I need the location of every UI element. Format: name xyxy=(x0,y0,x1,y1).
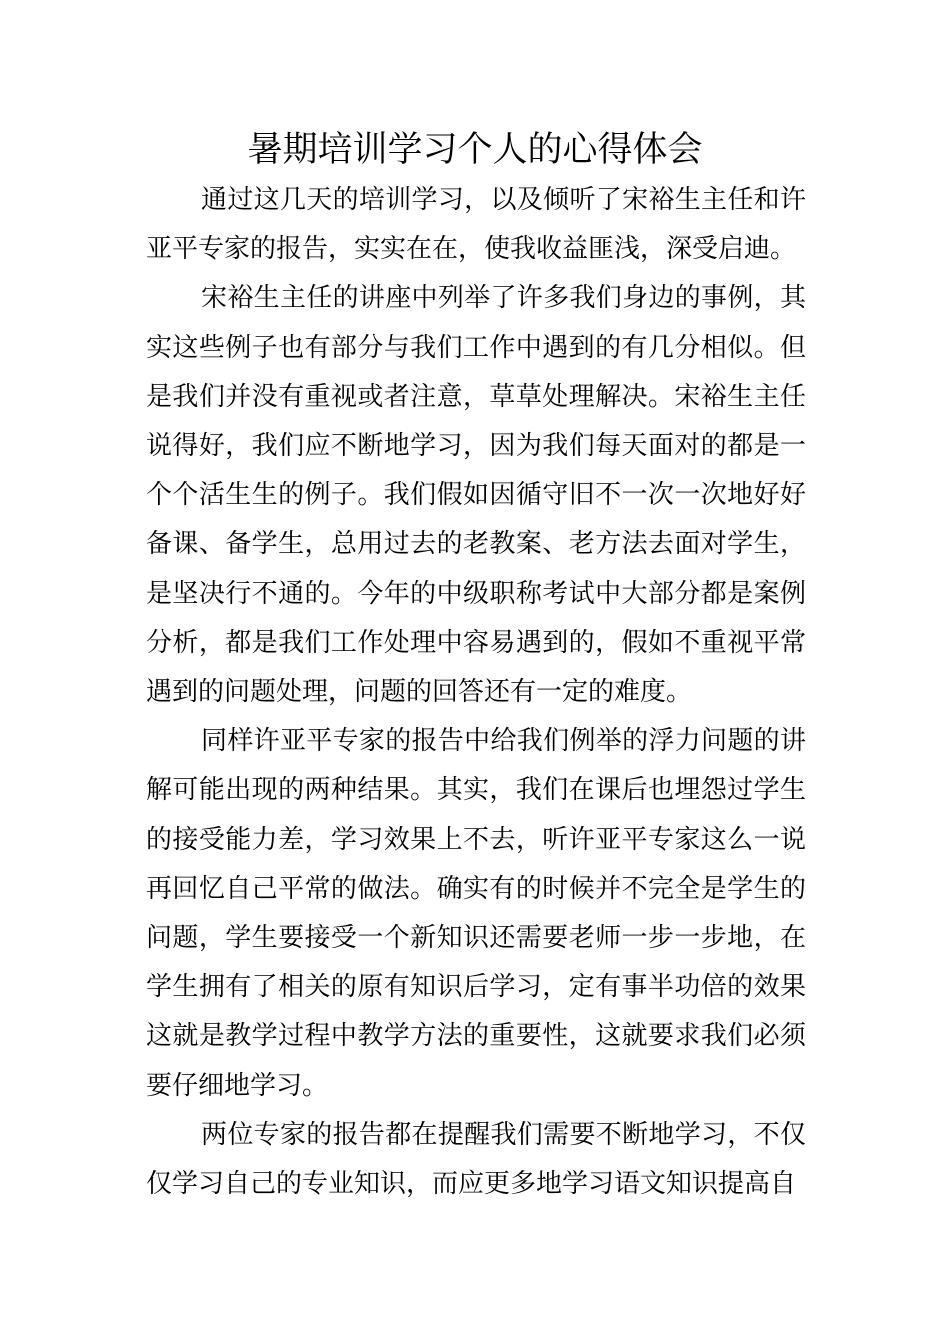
paragraph-3: 同样许亚平专家的报告中给我们例举的浮力问题的讲解可能出现的两种结果。其实，我们在课后也埋怨过学生的接受能力差，学习效果上不去，听许亚平专家这么一说再回忆自己平常的做法。确实有的时候并不完全是学生的问题，学生要接受一个新知识还需要老师一步一步地，在学生拥有了相关的原有知识后学习，定有事半功倍的效果这就是教学过程中教学方法的重要性，这就要求我们必须要仔细地学习。 xyxy=(146,726,806,1101)
paragraph-1: 通过这几天的培训学习，以及倾听了宋裕生主任和许亚平专家的报告，实实在在，使我收益匪浅，深受启迪。 xyxy=(146,185,806,265)
paragraph-2: 宋裕生主任的讲座中列举了许多我们身边的事例，其实这些例子也有部分与我们工作中遇到的有几分相似。但是我们并没有重视或者注意，草草处理解决。宋裕生主任说得好，我们应不断地学习，因为我们每天面对的都是一个个活生生的例子。我们假如因循守旧不一次一次地好好备课、备学生，总用过去的老教案、老方法去面对学生，是坚决行不通的。今年的中级职称考试中大部分都是案例分析，都是我们工作处理中容易遇到的，假如不重视平常遇到的问题处理，问题的回答还有一定的难度。 xyxy=(146,283,806,708)
document-title: 暑期培训学习个人的心得体会 xyxy=(247,130,703,170)
paragraph-4: 两位专家的报告都在提醒我们需要不断地学习，不仅仅学习自己的专业知识，而应更多地学习语文知识提高自 xyxy=(146,1119,806,1200)
document-body xyxy=(146,176,806,1209)
